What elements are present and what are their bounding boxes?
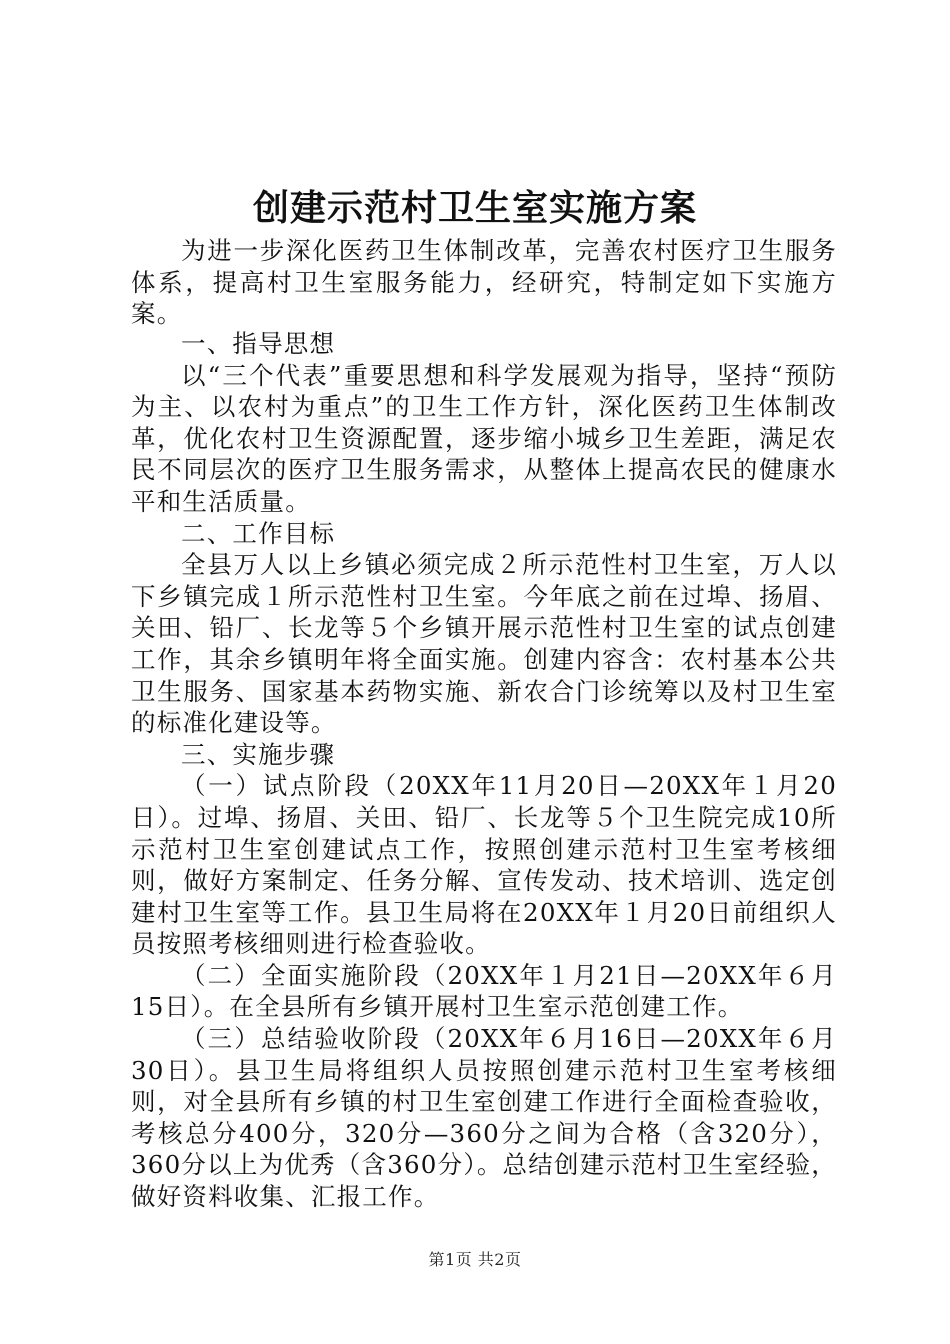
section-paragraph: 以“三个代表”重要思想和科学发展观为指导，坚持“预防为主、以农村为重点”的卫生工作方针，深化医药卫生体制改革，优化农村卫生资源配置，逐步缩小城乡卫生差距，满足农民不同层次的医疗卫生服务需求，从整体上提高农民的健康水平和生活质量。 [131,360,837,516]
step-full-implementation-stage: （二）全面实施阶段（20XX年１月21日—20XX年６月15日）。在全县所有乡镇开展村卫生室示范创建工作。 [131,960,837,1022]
section-heading-guiding-ideology: 一、指导思想 [181,329,336,358]
document-body [131,328,837,1213]
intro-paragraph: 为进一步深化医药卫生体制改革，完善农村医疗卫生服务体系，提高村卫生室服务能力，经研究，特制定如下实施方案。 [131,236,837,329]
page-number-footer: 第1页 共2页 [428,1250,522,1269]
section-heading-implementation-steps: 三、实施步骤 [181,739,336,769]
step-summary-acceptance-stage: （三）总结验收阶段（20XX年６月16日—20XX年６月30日）。县卫生局将组织人员按照创建示范村卫生室考核细则，对全县所有乡镇的村卫生室创建工作进行全面检查验收，考核总分400分，320分—360分之间为合格（含320分），360分以上为优秀（含360分）。总结创建示范村卫生室经验，做好资料收集、汇报工作。 [131,1024,837,1212]
step-pilot-stage: （一）试点阶段（20XX年11月20日—20XX年１月20日）。过埠、扬眉、关田、铅厂、长龙等５个卫生院完成10所示范村卫生室创建试点工作，按照创建示范村卫生室考核细则，做好方案制定、任务分解、宣传发动、技术培训、选定创建村卫生室等工作。县卫生局将在20XX年１月20日前组织人员按照考核细则进行检查验收。 [131,771,837,959]
section-paragraph: 全县万人以上乡镇必须完成２所示范性村卫生室，万人以下乡镇完成１所示范性村卫生室。今年底之前在过埠、扬眉、关田、铅厂、长龙等５个乡镇开展示范性村卫生室的试点创建工作，其余乡镇明年将全面实施。创建内容含：农村基本公共卫生服务、国家基本药物实施、新农合门诊统筹以及村卫生室的标准化建设等。 [131,550,837,738]
section-heading-work-goals: 二、工作目标 [181,518,336,548]
document-title: 创建示范村卫生室实施方案 [252,187,697,229]
